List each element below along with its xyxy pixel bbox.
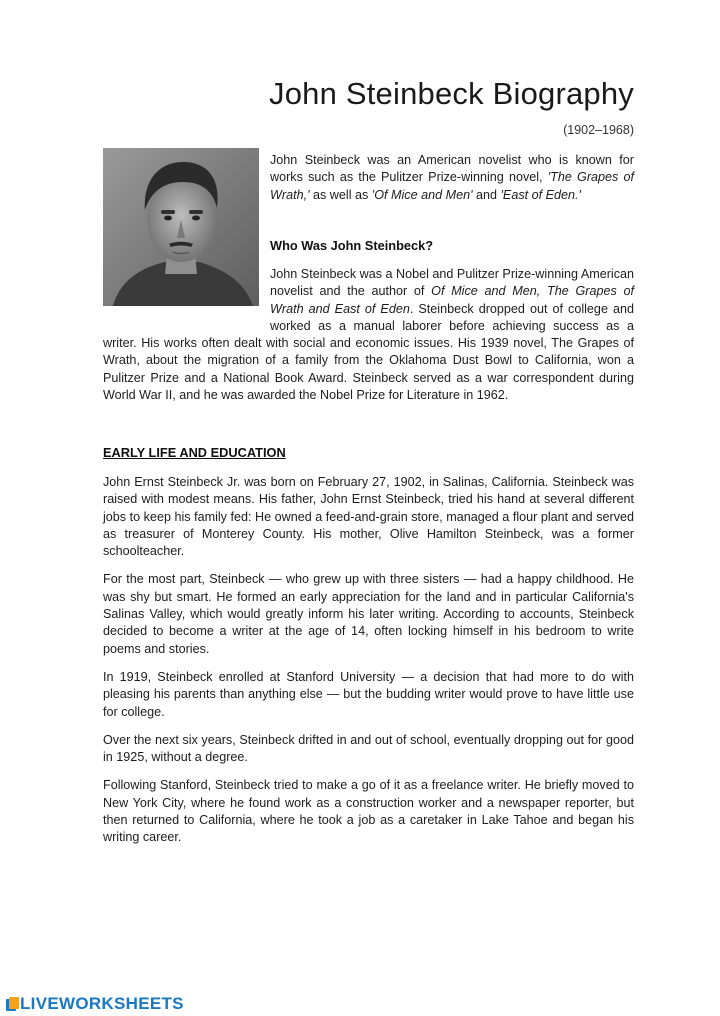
body-paragraph: Over the next six years, Steinbeck drifted in and out of school, eventually dropping out for good in 1925, without a degree. [103,732,634,765]
section-heading: EARLY LIFE AND EDUCATION [103,445,286,460]
body-paragraph: Following Stanford, Steinbeck tried to make a go of it as a freelance writer. He briefly moved to New York City, where he found work as a construction worker and a newspaper reporter, but then returned to California, where he took a job as a caretaker in Lake Tahoe and began his writing career. [103,778,634,845]
paragraph-text: and [472,187,501,202]
image-wrap-spacer [103,266,270,318]
intro-paragraph [270,152,634,204]
who-paragraph [103,266,634,404]
brand-name: LIVEWORKSHEETS [20,994,184,1013]
page-title: John Steinbeck Biography [269,76,634,111]
italic-title-text: 'East of Eden.' [500,187,581,202]
paragraph-text: as well as [309,187,372,202]
italic-title-text: Of Mice and Men, The Grapes of Wrath and East of Eden [270,284,635,316]
italic-title-text: 'Of Mice and Men' [371,187,473,202]
body-paragraph: John Ernst Steinbeck Jr. was born on February 27, 1902, in Salinas, California. Steinbeck was raised with modest means. His father, John Ernst Steinbeck, tried his hand at several different jobs to keep his family fed: He owned a feed-and-grain store, managed a flour plant and served as treasurer of Monterey County. His mother, Olive Hamilton Steinbeck, was a former schoolteacher. [103,475,634,559]
life-dates: (1902–1968) [563,123,634,137]
who-heading: Who Was John Steinbeck? [270,238,434,253]
paragraph-text: . Steinbeck dropped out of college and worked as a manual laborer before achieving success as a writer. His works often dealt with social and economic issues. His 1939 novel, The Grapes of Wrath, about the migration of a family from the Oklahoma Dust Bowl to California, won a Pulitzer Prize and a National Book Award. Steinbeck served as a war correspondent during World War II, and he was awarded the Nobel Prize for Literature in 1962. [103,301,634,403]
italic-title-text: 'The Grapes of Wrath,' [270,170,634,202]
paragraph-text: John Steinbeck was a Nobel and Pulitzer Prize-winning American novelist and the author of [270,267,635,299]
brand-icon [6,997,19,1012]
paragraph-text: John Steinbeck was an American novelist who is known for works such as the Pulitzer Prize-winning novel, [270,153,634,185]
body-paragraph: In 1919, Steinbeck enrolled at Stanford University — a decision that had more to do with pleasing his parents than anything else — but the budding writer would prove to have little use for college. [103,669,634,719]
section-body [103,474,634,858]
liveworksheets-logo[interactable] [6,994,184,1014]
body-paragraph: For the most part, Steinbeck — who grew up with three sisters — had a happy childhood. He was shy but smart. He formed an early appreciation for the land and in particular California's Salinas Valley, which would greatly inform his later writing. According to accounts, Steinbeck decided to become a writer at the age of 14, often locking himself in his bedroom to write poems and stories. [103,572,634,656]
